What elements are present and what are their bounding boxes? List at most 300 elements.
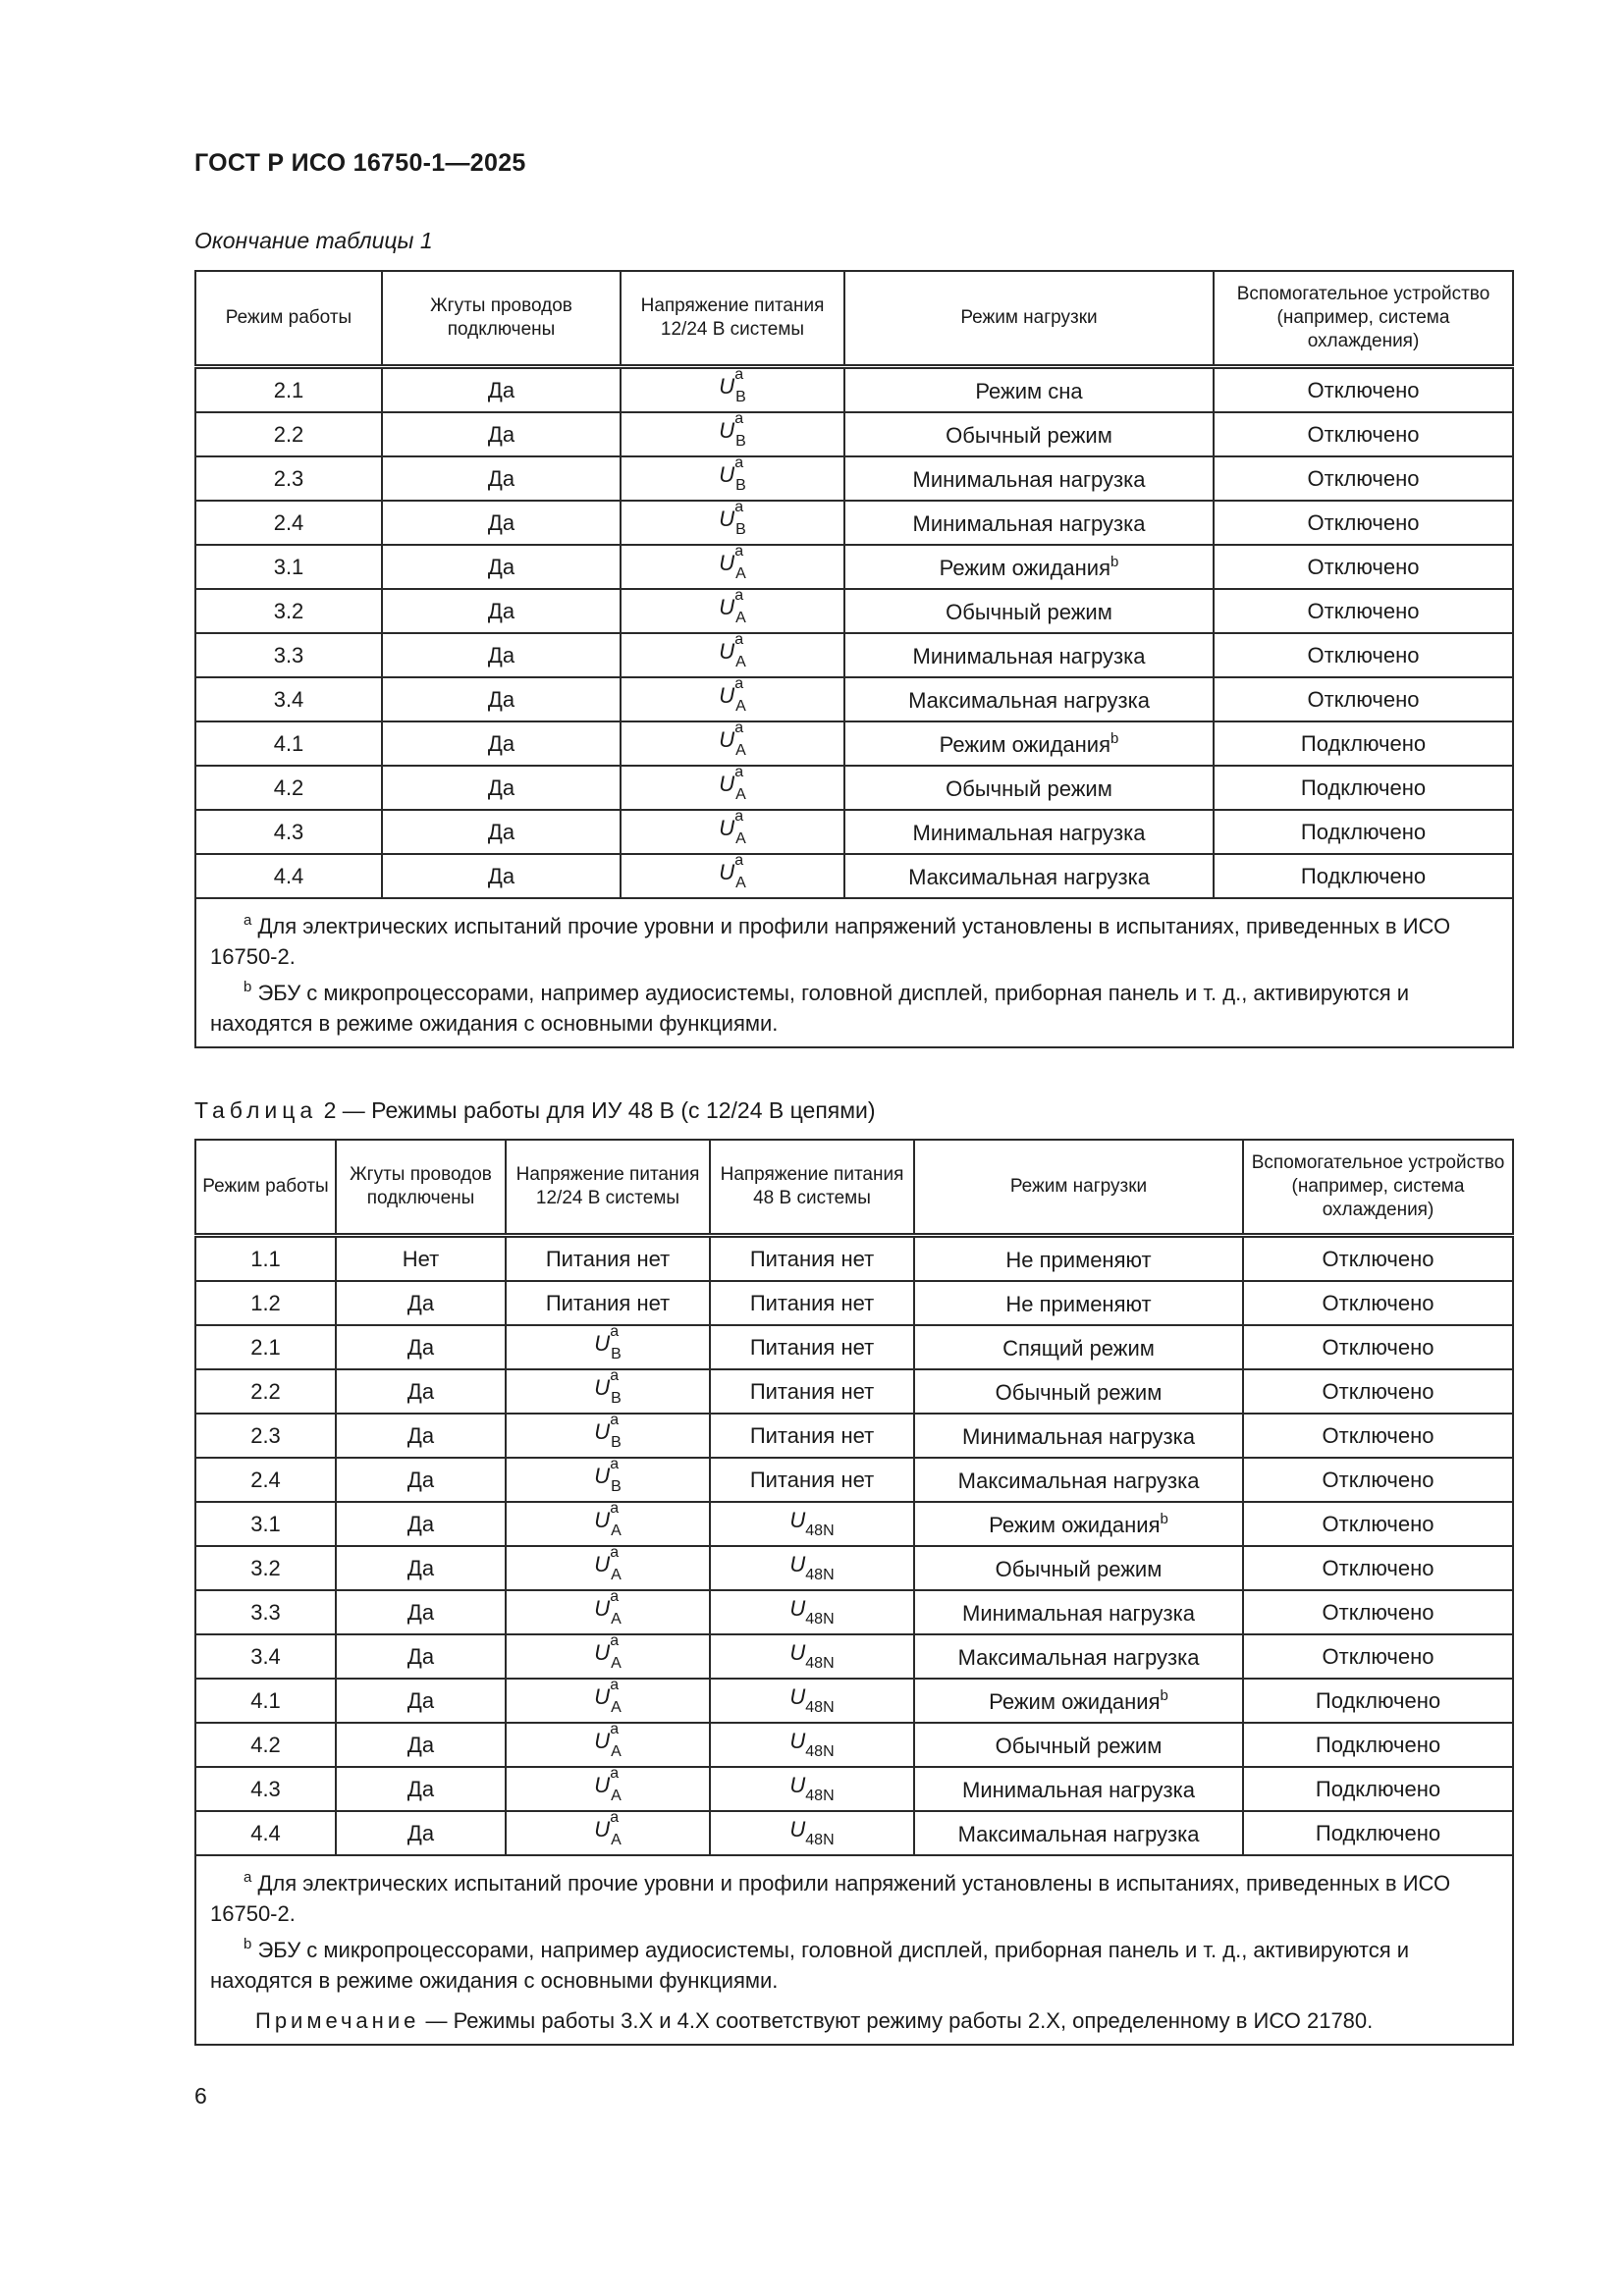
- harness-cell: Да: [382, 545, 621, 589]
- document-code: ГОСТ Р ИСО 16750-1—2025: [194, 149, 526, 177]
- voltage-cell: [621, 766, 844, 810]
- aux-device-cell: Отключено: [1243, 1414, 1513, 1458]
- voltage-48-subscript: 48N: [805, 1788, 835, 1804]
- voltage-subscript: A: [735, 610, 746, 626]
- voltage-subscript: A: [611, 1832, 622, 1848]
- table-row: [195, 810, 1513, 854]
- aux-device-cell: Отключено: [1243, 1325, 1513, 1369]
- load-mode-cell: [844, 854, 1214, 898]
- voltage-cell: [506, 1634, 710, 1679]
- voltage-subscript: A: [735, 565, 746, 582]
- table-row: [195, 1502, 1513, 1546]
- table1-footnote-a: $^a$ Для электрических испытаний прочие уровни и профили напряжений установлены в испытаниях, приведенных в ИСО 16750-2.: [210, 912, 1451, 969]
- voltage-48-letter: U: [789, 1684, 806, 1709]
- voltage-superscript: a: [734, 852, 744, 869]
- load-mode-superscript: b: [1110, 729, 1119, 747]
- load-mode-text: Максимальная нагрузка: [957, 1468, 1200, 1493]
- mode-cell: 4.1: [195, 1679, 336, 1723]
- load-mode-cell: [844, 412, 1214, 456]
- voltage-superscript: a: [734, 366, 744, 383]
- table-row: [195, 1236, 1513, 1282]
- mode-cell: 4.2: [195, 1723, 336, 1767]
- voltage-48-cell: [710, 1502, 914, 1546]
- table2-col-harness: Жгуты проводов подключены: [336, 1140, 506, 1236]
- load-mode-cell: [844, 456, 1214, 501]
- harness-cell: Да: [382, 766, 621, 810]
- voltage-subscript: A: [611, 1611, 622, 1628]
- harness-cell: Да: [336, 1723, 506, 1767]
- harness-cell: Да: [382, 677, 621, 721]
- load-mode-text: Режим сна: [975, 378, 1083, 403]
- voltage-48-letter: U: [789, 1640, 806, 1665]
- voltage-cell: [506, 1458, 710, 1502]
- aux-device-cell: Подключено: [1243, 1679, 1513, 1723]
- voltage-symbol: $U_A$ a: [719, 631, 746, 670]
- voltage-subscript: A: [735, 786, 746, 803]
- load-mode-text: Максимальная нагрузка: [957, 1644, 1200, 1670]
- voltage-subscript: A: [611, 1699, 622, 1716]
- voltage-48-letter: U: [789, 1773, 806, 1797]
- aux-device-cell: Отключено: [1243, 1458, 1513, 1502]
- mode-cell: 4.2: [195, 766, 382, 810]
- voltage-superscript: a: [610, 1367, 620, 1384]
- voltage-symbol: $U_B$ a: [594, 1323, 622, 1362]
- voltage-cell: [621, 456, 844, 501]
- voltage-cell: [506, 1723, 710, 1767]
- voltage-subscript: B: [611, 1390, 622, 1407]
- voltage-subscript: B: [611, 1478, 622, 1495]
- table1-body: [195, 367, 1513, 899]
- voltage-symbol: $U_B$ a: [594, 1367, 622, 1407]
- load-mode-cell: [844, 721, 1214, 766]
- table1-col-aux-device: Вспомогательное устройство (например, система охлаждения): [1214, 271, 1513, 367]
- voltage-superscript: a: [734, 499, 744, 515]
- voltage-subscript: B: [735, 521, 746, 538]
- voltage-symbol: $U_B$ a: [594, 1456, 622, 1495]
- load-mode-cell: [914, 1679, 1243, 1723]
- voltage-subscript: A: [611, 1788, 622, 1804]
- voltage-cell: [506, 1325, 710, 1369]
- harness-cell: Да: [382, 367, 621, 413]
- voltage-symbol: $U_A$ a: [594, 1721, 622, 1760]
- voltage-48-subscript: 48N: [805, 1567, 835, 1583]
- voltage-cell: [621, 721, 844, 766]
- voltage-symbol: $U_A$ a: [594, 1765, 622, 1804]
- load-mode-cell: [844, 589, 1214, 633]
- aux-device-cell: Отключено: [1214, 545, 1513, 589]
- mode-cell: 4.3: [195, 1767, 336, 1811]
- load-mode-text: Обычный режим: [995, 1379, 1163, 1405]
- table-row: [195, 367, 1513, 413]
- load-mode-cell: [914, 1634, 1243, 1679]
- table-row: [195, 1811, 1513, 1855]
- table-row: [195, 1590, 1513, 1634]
- voltage-symbol: $U_A$ a: [719, 720, 746, 759]
- voltage-subscript: A: [611, 1567, 622, 1583]
- mode-cell: 2.3: [195, 1414, 336, 1458]
- voltage-subscript: A: [735, 875, 746, 891]
- voltage-48-symbol: [789, 1596, 835, 1628]
- table1-col-harness: Жгуты проводов подключены: [382, 271, 621, 367]
- voltage-superscript: a: [610, 1632, 620, 1649]
- mode-cell: 2.2: [195, 1369, 336, 1414]
- voltage-symbol: $U_A$ a: [594, 1809, 622, 1848]
- table2-col-voltage-48: Напряжение питания 48 В системы: [710, 1140, 914, 1236]
- load-mode-cell: [914, 1546, 1243, 1590]
- voltage-superscript: a: [610, 1500, 620, 1517]
- aux-device-cell: Подключено: [1243, 1723, 1513, 1767]
- voltage-48-symbol: [789, 1508, 835, 1539]
- mode-cell: 1.2: [195, 1281, 336, 1325]
- voltage-48-cell: Питания нет: [710, 1369, 914, 1414]
- table1-footnote-b: $^b$ ЭБУ с микропроцессорами, например аудиосистемы, головной дисплей, приборная панель и т. д., активируются и находятся в режиме ожидания с основными функциями.: [210, 979, 1410, 1036]
- voltage-cell: [506, 1811, 710, 1855]
- voltage-symbol: $U_B$ a: [719, 366, 746, 405]
- load-mode-text: Режим ожидания: [939, 555, 1110, 580]
- voltage-cell: [506, 1369, 710, 1414]
- voltage-superscript: a: [734, 764, 744, 780]
- voltage-symbol: $U_B$ a: [719, 410, 746, 450]
- harness-cell: Да: [336, 1590, 506, 1634]
- table-row: [195, 1281, 1513, 1325]
- mode-cell: 3.4: [195, 677, 382, 721]
- table-row: [195, 501, 1513, 545]
- load-mode-cell: [844, 677, 1214, 721]
- voltage-subscript: A: [735, 742, 746, 759]
- aux-device-cell: Подключено: [1243, 1767, 1513, 1811]
- table-row: [195, 633, 1513, 677]
- load-mode-text: Спящий режим: [1002, 1335, 1155, 1361]
- aux-device-cell: Отключено: [1243, 1369, 1513, 1414]
- mode-cell: 3.2: [195, 1546, 336, 1590]
- voltage-48-symbol: [789, 1773, 835, 1804]
- load-mode-cell: [914, 1414, 1243, 1458]
- harness-cell: Да: [382, 633, 621, 677]
- voltage-subscript: A: [611, 1743, 622, 1760]
- mode-cell: 2.4: [195, 1458, 336, 1502]
- load-mode-text: Максимальная нагрузка: [908, 687, 1150, 713]
- table2-footnotes: [195, 1855, 1513, 2045]
- load-mode-cell: [914, 1723, 1243, 1767]
- voltage-48-symbol: [789, 1817, 835, 1848]
- aux-device-cell: Отключено: [1214, 412, 1513, 456]
- mode-cell: 1.1: [195, 1236, 336, 1282]
- aux-device-cell: Отключено: [1214, 501, 1513, 545]
- voltage-superscript: a: [734, 454, 744, 471]
- voltage-48-subscript: 48N: [805, 1611, 835, 1628]
- harness-cell: Да: [382, 721, 621, 766]
- aux-device-cell: Отключено: [1214, 633, 1513, 677]
- voltage-subscript: B: [735, 389, 746, 405]
- harness-cell: Да: [336, 1325, 506, 1369]
- voltage-subscript: A: [611, 1655, 622, 1672]
- voltage-symbol: $U_A$ a: [719, 808, 746, 847]
- table1-col-load-mode: Режим нагрузки: [844, 271, 1214, 367]
- voltage-superscript: a: [734, 587, 744, 604]
- voltage-48-subscript: 48N: [805, 1522, 835, 1539]
- voltage-48-symbol: [789, 1684, 835, 1716]
- voltage-cell: [621, 412, 844, 456]
- voltage-cell: [506, 1590, 710, 1634]
- voltage-superscript: a: [734, 410, 744, 427]
- load-mode-text: Минимальная нагрузка: [912, 820, 1146, 845]
- load-mode-text: Максимальная нагрузка: [908, 864, 1150, 889]
- load-mode-text: Минимальная нагрузка: [962, 1423, 1195, 1449]
- voltage-12-24-cell: Питания нет: [506, 1236, 710, 1282]
- table-row: [195, 1634, 1513, 1679]
- voltage-symbol: $U_A$ a: [594, 1677, 622, 1716]
- voltage-48-symbol: [789, 1640, 835, 1672]
- table-row: [195, 1546, 1513, 1590]
- voltage-subscript: A: [735, 654, 746, 670]
- voltage-superscript: a: [610, 1809, 620, 1826]
- voltage-subscript: A: [735, 830, 746, 847]
- table-row: [195, 854, 1513, 898]
- table-row: [195, 1767, 1513, 1811]
- mode-cell: 3.3: [195, 1590, 336, 1634]
- load-mode-cell: [914, 1325, 1243, 1369]
- mode-cell: 2.4: [195, 501, 382, 545]
- voltage-symbol: $U_B$ a: [719, 454, 746, 494]
- harness-cell: Да: [336, 1679, 506, 1723]
- table2: [194, 1139, 1514, 2046]
- load-mode-text: Обычный режим: [946, 422, 1112, 448]
- table1-col-mode: Режим работы: [195, 271, 382, 367]
- table-row: [195, 1369, 1513, 1414]
- load-mode-cell: [914, 1502, 1243, 1546]
- table-row: [195, 456, 1513, 501]
- voltage-superscript: a: [610, 1588, 620, 1605]
- load-mode-text: Минимальная нагрузка: [912, 643, 1146, 668]
- table-row: [195, 1458, 1513, 1502]
- voltage-48-cell: Питания нет: [710, 1458, 914, 1502]
- aux-device-cell: Отключено: [1243, 1502, 1513, 1546]
- table-row: [195, 1414, 1513, 1458]
- table-row: [195, 1679, 1513, 1723]
- voltage-symbol: $U_A$ a: [719, 587, 746, 626]
- load-mode-cell: [844, 367, 1214, 413]
- voltage-48-cell: [710, 1723, 914, 1767]
- mode-cell: 2.3: [195, 456, 382, 501]
- voltage-cell: [621, 810, 844, 854]
- voltage-cell: [506, 1546, 710, 1590]
- aux-device-cell: Подключено: [1214, 810, 1513, 854]
- voltage-48-letter: U: [789, 1596, 806, 1621]
- table2-body: [195, 1236, 1513, 1856]
- load-mode-superscript: b: [1160, 1510, 1168, 1527]
- voltage-48-cell: Питания нет: [710, 1414, 914, 1458]
- voltage-subscript: B: [735, 433, 746, 450]
- load-mode-text: Не применяют: [1005, 1247, 1152, 1272]
- harness-cell: Нет: [336, 1236, 506, 1282]
- aux-device-cell: Отключено: [1214, 677, 1513, 721]
- voltage-symbol: $U_B$ a: [719, 499, 746, 538]
- voltage-48-cell: Питания нет: [710, 1325, 914, 1369]
- voltage-48-symbol: [789, 1729, 835, 1760]
- voltage-superscript: a: [734, 808, 744, 825]
- voltage-cell: [621, 633, 844, 677]
- aux-device-cell: Отключено: [1243, 1281, 1513, 1325]
- voltage-cell: [506, 1679, 710, 1723]
- table1-footnotes: [195, 898, 1513, 1047]
- voltage-superscript: a: [734, 675, 744, 692]
- load-mode-text: Минимальная нагрузка: [962, 1600, 1195, 1626]
- voltage-symbol: $U_A$ a: [719, 852, 746, 891]
- voltage-subscript: B: [611, 1346, 622, 1362]
- load-mode-cell: [914, 1590, 1243, 1634]
- voltage-symbol: $U_A$ a: [719, 675, 746, 715]
- table2-col-aux-device: Вспомогательное устройство (например, система охлаждения): [1243, 1140, 1513, 1236]
- voltage-12-24-cell: Питания нет: [506, 1281, 710, 1325]
- load-mode-cell: [914, 1369, 1243, 1414]
- table1: [194, 270, 1514, 1048]
- mode-cell: 4.1: [195, 721, 382, 766]
- harness-cell: Да: [336, 1502, 506, 1546]
- voltage-48-letter: U: [789, 1552, 806, 1576]
- harness-cell: Да: [336, 1811, 506, 1855]
- load-mode-text: Режим ожидания: [989, 1512, 1161, 1537]
- voltage-48-cell: [710, 1634, 914, 1679]
- voltage-cell: [621, 854, 844, 898]
- table2-col-voltage-12-24: Напряжение питания 12/24 В системы: [506, 1140, 710, 1236]
- table1-caption: Окончание таблицы 1: [194, 228, 433, 253]
- voltage-48-letter: U: [789, 1817, 806, 1842]
- harness-cell: Да: [336, 1634, 506, 1679]
- voltage-cell: [621, 545, 844, 589]
- voltage-superscript: a: [610, 1677, 620, 1693]
- load-mode-text: Обычный режим: [995, 1733, 1163, 1758]
- load-mode-superscript: b: [1110, 553, 1119, 570]
- mode-cell: 3.3: [195, 633, 382, 677]
- voltage-cell: [621, 677, 844, 721]
- table-row: [195, 677, 1513, 721]
- mode-cell: 4.4: [195, 1811, 336, 1855]
- table2-caption: Таблица 2 — Режимы работы для ИУ 48 В (с 12/24 В цепями): [194, 1097, 876, 1123]
- harness-cell: Да: [336, 1369, 506, 1414]
- mode-cell: 2.1: [195, 367, 382, 413]
- voltage-subscript: A: [611, 1522, 622, 1539]
- voltage-cell: [621, 367, 844, 413]
- harness-cell: Да: [336, 1458, 506, 1502]
- voltage-superscript: a: [610, 1456, 620, 1472]
- load-mode-cell: [914, 1458, 1243, 1502]
- voltage-cell: [621, 589, 844, 633]
- harness-cell: Да: [336, 1414, 506, 1458]
- table1-col-voltage-12-24: Напряжение питания 12/24 В системы: [621, 271, 844, 367]
- load-mode-cell: [844, 501, 1214, 545]
- mode-cell: 3.2: [195, 589, 382, 633]
- voltage-symbol: $U_A$ a: [719, 543, 746, 582]
- table1-footnotes-row: [195, 898, 1513, 1047]
- voltage-symbol: $U_A$ a: [594, 1544, 622, 1583]
- voltage-symbol: $U_B$ a: [594, 1412, 622, 1451]
- voltage-superscript: a: [734, 543, 744, 560]
- voltage-48-cell: [710, 1546, 914, 1590]
- load-mode-text: Минимальная нагрузка: [962, 1777, 1195, 1802]
- table2-footnote-b: $^b$ ЭБУ с микропроцессорами, например аудиосистемы, головной дисплей, приборная панель и т. д., активируются и находятся в режиме ожидания с основными функциями.: [210, 1936, 1410, 1993]
- load-mode-cell: [844, 633, 1214, 677]
- mode-cell: 4.3: [195, 810, 382, 854]
- voltage-superscript: a: [610, 1412, 620, 1428]
- table-row: [195, 721, 1513, 766]
- table2-footnotes-row: [195, 1855, 1513, 2045]
- table1-header-row: [195, 271, 1513, 367]
- voltage-48-cell: [710, 1590, 914, 1634]
- load-mode-text: Максимальная нагрузка: [957, 1821, 1200, 1846]
- mode-cell: 2.1: [195, 1325, 336, 1369]
- load-mode-cell: [914, 1236, 1243, 1282]
- voltage-subscript: B: [735, 477, 746, 494]
- page-number: 6: [194, 2083, 207, 2109]
- harness-cell: Да: [382, 501, 621, 545]
- table-row: [195, 1723, 1513, 1767]
- table2-col-mode: Режим работы: [195, 1140, 336, 1236]
- load-mode-text: Обычный режим: [946, 775, 1112, 801]
- harness-cell: Да: [382, 810, 621, 854]
- voltage-superscript: a: [734, 720, 744, 736]
- aux-device-cell: Подключено: [1214, 854, 1513, 898]
- harness-cell: Да: [336, 1281, 506, 1325]
- voltage-48-subscript: 48N: [805, 1655, 835, 1672]
- load-mode-cell: [844, 810, 1214, 854]
- aux-device-cell: Отключено: [1243, 1590, 1513, 1634]
- load-mode-superscript: b: [1160, 1686, 1168, 1704]
- harness-cell: Да: [336, 1546, 506, 1590]
- voltage-48-subscript: 48N: [805, 1699, 835, 1716]
- voltage-48-cell: Питания нет: [710, 1281, 914, 1325]
- voltage-superscript: a: [610, 1323, 620, 1340]
- voltage-symbol: $U_A$ a: [594, 1632, 622, 1672]
- load-mode-cell: [844, 545, 1214, 589]
- voltage-48-subscript: 48N: [805, 1832, 835, 1848]
- load-mode-cell: [914, 1281, 1243, 1325]
- load-mode-text: Минимальная нагрузка: [912, 510, 1146, 536]
- aux-device-cell: Отключено: [1214, 456, 1513, 501]
- table2-footnote-a: $^a$ Для электрических испытаний прочие уровни и профили напряжений установлены в испытаниях, приведенных в ИСО 16750-2.: [210, 1869, 1451, 1926]
- load-mode-text: Режим ожидания: [939, 731, 1110, 757]
- table-row: [195, 1325, 1513, 1369]
- voltage-cell: [621, 501, 844, 545]
- voltage-superscript: a: [734, 631, 744, 648]
- load-mode-text: Режим ожидания: [989, 1688, 1161, 1714]
- table2-note: Примечание — Режимы работы 3.Х и 4.Х соответствуют режиму работы 2.Х, определенному в ИСО 21780.: [255, 2008, 1374, 2033]
- aux-device-cell: Отключено: [1243, 1634, 1513, 1679]
- voltage-symbol: $U_A$ a: [594, 1500, 622, 1539]
- load-mode-text: Минимальная нагрузка: [912, 466, 1146, 492]
- table-row: [195, 766, 1513, 810]
- harness-cell: Да: [382, 854, 621, 898]
- aux-device-cell: Отключено: [1214, 367, 1513, 413]
- voltage-cell: [506, 1414, 710, 1458]
- harness-cell: Да: [382, 412, 621, 456]
- aux-device-cell: Отключено: [1243, 1546, 1513, 1590]
- table-row: [195, 412, 1513, 456]
- voltage-48-letter: U: [789, 1508, 806, 1532]
- aux-device-cell: Подключено: [1243, 1811, 1513, 1855]
- voltage-48-cell: [710, 1679, 914, 1723]
- load-mode-cell: [914, 1811, 1243, 1855]
- load-mode-text: Не применяют: [1005, 1291, 1152, 1316]
- table-row: [195, 589, 1513, 633]
- voltage-48-cell: [710, 1767, 914, 1811]
- load-mode-cell: [844, 766, 1214, 810]
- harness-cell: Да: [336, 1767, 506, 1811]
- aux-device-cell: Подключено: [1214, 766, 1513, 810]
- voltage-superscript: a: [610, 1721, 620, 1737]
- load-mode-cell: [914, 1767, 1243, 1811]
- voltage-cell: [506, 1502, 710, 1546]
- harness-cell: Да: [382, 456, 621, 501]
